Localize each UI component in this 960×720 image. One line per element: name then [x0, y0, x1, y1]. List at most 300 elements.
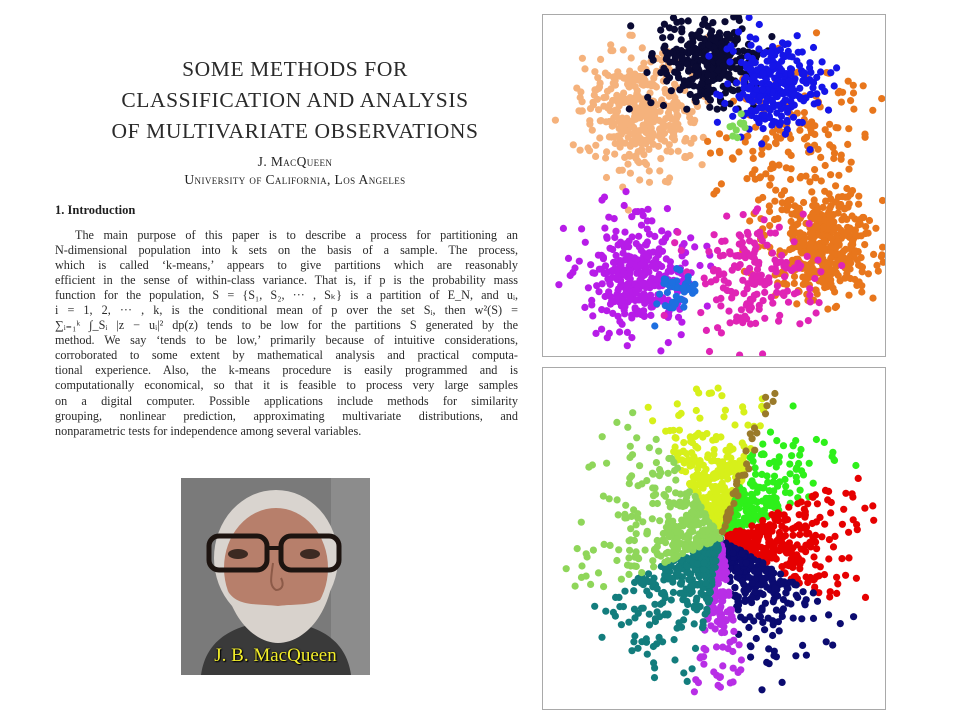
scatter-point [827, 234, 834, 241]
scatter-point [651, 547, 658, 554]
scatter-point [847, 97, 854, 104]
scatter-point [726, 443, 733, 450]
scatter-point [852, 247, 859, 254]
scatter-point [638, 247, 645, 254]
scatter-point [746, 217, 753, 224]
scatter-point [660, 238, 667, 245]
scatter-point [609, 310, 616, 317]
scatter-point [736, 641, 743, 648]
scatter-point [647, 312, 654, 319]
scatter-point [753, 483, 760, 490]
scatter-point [796, 85, 803, 92]
scatter-point [669, 304, 676, 311]
scatter-point [680, 448, 687, 455]
scatter-point [791, 290, 798, 297]
scatter-point [738, 306, 745, 313]
scatter-point [651, 282, 658, 289]
scatter-point [631, 632, 638, 639]
scatter-point [817, 68, 824, 75]
scatter-point [570, 141, 577, 148]
scatter-point [717, 588, 724, 595]
scatter-point [651, 664, 658, 671]
scatter-point [699, 510, 706, 517]
scatter-point [761, 216, 768, 223]
scatter-point [798, 615, 805, 622]
scatter-point [706, 104, 713, 111]
scatter-point [767, 429, 774, 436]
scatter-point [782, 131, 789, 138]
scatter-point [716, 498, 723, 505]
scatter-point [833, 198, 840, 205]
scatter-point [843, 185, 850, 192]
scatter-point [760, 450, 767, 457]
scatter-point [797, 173, 804, 180]
scatter-point [829, 449, 836, 456]
scatter-point [721, 100, 728, 107]
scatter-point [739, 319, 746, 326]
scatter-point [633, 104, 640, 111]
scatter-point [756, 21, 763, 28]
scatter-point [773, 260, 780, 267]
scatter-point [816, 299, 823, 306]
scatter-point [814, 500, 821, 507]
scatter-point [635, 482, 642, 489]
scatter-point [804, 269, 811, 276]
scatter-point [627, 443, 634, 450]
scatter-point [744, 285, 751, 292]
scatter-point [602, 262, 609, 269]
scatter-point [602, 94, 609, 101]
scatter-point [841, 229, 848, 236]
scatter-point [793, 57, 800, 64]
scatter-point [732, 289, 739, 296]
scatter-point [748, 304, 755, 311]
scatter-point [861, 131, 868, 138]
scatter-point [586, 121, 593, 128]
scatter-point [761, 626, 768, 633]
scatter-point [760, 484, 767, 491]
scatter-point [821, 188, 828, 195]
scatter-point [852, 462, 859, 469]
scatter-point [624, 161, 631, 168]
scatter-point [646, 444, 653, 451]
scatter-point [743, 559, 750, 566]
scatter-point [861, 505, 868, 512]
scatter-point [745, 96, 752, 103]
scatter-point [721, 629, 728, 636]
scatter-point [704, 138, 711, 145]
body-line: which is called ‘k-means,’ appears to give partitions which are reasonably [55, 258, 518, 273]
scatter-point [759, 86, 766, 93]
body-line: nonparametric tests for independence among several variables. [55, 423, 362, 438]
scatter-point [750, 458, 757, 465]
scatter-point [590, 547, 597, 554]
scatter-point [827, 69, 834, 76]
scatter-point [591, 92, 598, 99]
scatter-point [740, 211, 747, 218]
scatter-point [612, 107, 619, 114]
scatter-point [671, 239, 678, 246]
scatter-point [674, 400, 681, 407]
scatter-point [749, 580, 756, 587]
scatter-point [762, 410, 769, 417]
scatter-point [810, 44, 817, 51]
scatter-point [629, 233, 636, 240]
scatter-point [626, 105, 633, 112]
scatter-point [742, 74, 749, 81]
scatter-point [681, 154, 688, 161]
scatter-point [736, 231, 743, 238]
scatter-point [785, 562, 792, 569]
scatter-point [593, 282, 600, 289]
scatter-point [859, 214, 866, 221]
scatter-point [825, 131, 832, 138]
scatter-point [671, 636, 678, 643]
scatter-point [807, 69, 814, 76]
scatter-point [685, 456, 692, 463]
scatter-point [605, 288, 612, 295]
scatter-point [681, 297, 688, 304]
scatter-point [647, 99, 654, 106]
scatter-point [781, 41, 788, 48]
scatter-point [833, 64, 840, 71]
scatter-point [759, 517, 766, 524]
body-line: The main purpose of this paper is to describe a process for partitioning an [75, 228, 518, 242]
scatter-point [622, 188, 629, 195]
scatter-point [563, 565, 570, 572]
scatter-point [804, 263, 811, 270]
scatter-point [660, 102, 667, 109]
scatter-point [726, 639, 733, 646]
scatter-point [657, 347, 664, 354]
scatter-point [648, 113, 655, 120]
scatter-point [639, 44, 646, 51]
scatter-point [696, 92, 703, 99]
scatter-point [774, 483, 781, 490]
scatter-point [723, 213, 730, 220]
scatter-point [714, 106, 721, 113]
scatter-point [649, 484, 656, 491]
scatter-point [727, 679, 734, 686]
scatter-point [754, 230, 761, 237]
scatter-point [572, 583, 579, 590]
scatter-point [671, 115, 678, 122]
scatter-point [752, 588, 759, 595]
scatter-point [648, 217, 655, 224]
scatter-point [749, 280, 756, 287]
scatter-point [656, 517, 663, 524]
scatter-point [713, 491, 720, 498]
scatter-point [772, 139, 779, 146]
scatter-point [622, 502, 629, 509]
scatter-point [716, 605, 723, 612]
scatter-point [827, 509, 834, 516]
scatter-point [689, 665, 696, 672]
scatter-point [713, 643, 720, 650]
scatter-point [746, 15, 753, 21]
scatter-point [764, 58, 771, 65]
scatter-point [710, 668, 717, 675]
scatter-point [679, 54, 686, 61]
scatter-point [680, 284, 687, 291]
scatter-point [862, 223, 869, 230]
scatter-point [678, 25, 685, 32]
scatter-point [644, 206, 651, 213]
scatter-point [579, 98, 586, 105]
scatter-point [767, 500, 774, 507]
scatter-point [825, 611, 832, 618]
scatter-point [614, 496, 621, 503]
scatter-point [581, 304, 588, 311]
scatter-point [590, 101, 597, 108]
scatter-point [620, 46, 627, 53]
scatter-point [720, 564, 727, 571]
scatter-point [586, 147, 593, 154]
scatter-point [833, 574, 840, 581]
scatter-point [837, 277, 844, 284]
scatter-point [647, 292, 654, 299]
section-heading: 1. Introduction [55, 203, 136, 217]
scatter-point [692, 52, 699, 59]
scatter-point [736, 94, 743, 101]
scatter-point [682, 502, 689, 509]
scatter-point [578, 519, 585, 526]
scatter-point [794, 541, 801, 548]
scatter-point [718, 462, 725, 469]
scatter-point [603, 460, 610, 467]
scatter-point [813, 29, 820, 36]
scatter-point [761, 281, 768, 288]
scatter-point [786, 461, 793, 468]
scatter-point [818, 276, 825, 283]
scatter-point [729, 267, 736, 274]
scatter-point [829, 144, 836, 151]
scatter-point [799, 77, 806, 84]
scatter-point [851, 276, 858, 283]
scatter-point [845, 166, 852, 173]
scatter-point [698, 81, 705, 88]
scatter-point [719, 662, 726, 669]
scatter-point [637, 113, 644, 120]
scatter-point [712, 557, 719, 564]
scatter-point [833, 590, 840, 597]
scatter-point [796, 320, 803, 327]
scatter-point [848, 159, 855, 166]
scatter-point [716, 149, 723, 156]
scatter-point [671, 467, 678, 474]
scatter-point [739, 578, 746, 585]
scatter-point [702, 580, 709, 587]
scatter-point [821, 284, 828, 291]
scatter-point [793, 230, 800, 237]
scatter-point [747, 480, 754, 487]
scatter-point [806, 178, 813, 185]
scatter-point [832, 124, 839, 131]
scatter-point [608, 134, 615, 141]
scatter-point [574, 545, 581, 552]
scatter-point [727, 123, 734, 130]
scatter-point [809, 84, 816, 91]
scatter-point [575, 107, 582, 114]
scatter-point [725, 73, 732, 80]
scatter-point [653, 459, 660, 466]
scatter-point [611, 234, 618, 241]
scatter-point [753, 273, 760, 280]
scatter-point [648, 53, 655, 60]
scatter-point [633, 287, 640, 294]
scatter-point [717, 673, 724, 680]
scatter-point [585, 464, 592, 471]
scatter-point [732, 488, 739, 495]
scatter-point [816, 514, 823, 521]
scatter-point [850, 89, 857, 96]
scatter-point [696, 262, 703, 269]
scatter-point [618, 131, 625, 138]
scatter-point [800, 211, 807, 218]
scatter-point [759, 69, 766, 76]
scatter-point [717, 302, 724, 309]
scatter-point [675, 564, 682, 571]
scatter-point [743, 460, 750, 467]
scatter-point [791, 558, 798, 565]
scatter-point [730, 156, 737, 163]
scatter-point [625, 571, 632, 578]
scatter-point [810, 480, 817, 487]
scatter-point [750, 505, 757, 512]
scatter-point [678, 36, 685, 43]
scatter-point [812, 561, 819, 568]
scatter-plot-2 [543, 368, 885, 709]
scatter-point [799, 642, 806, 649]
scatter-point [733, 318, 740, 325]
scatter-point [730, 500, 737, 507]
scatter-point [703, 327, 710, 334]
scatter-point [827, 243, 834, 250]
scatter-point [709, 535, 716, 542]
scatter-point [696, 415, 703, 422]
scatter-point [751, 447, 758, 454]
scatter-point [715, 267, 722, 274]
scatter-point [681, 542, 688, 549]
scatter-point [577, 88, 584, 95]
scatter-point [706, 348, 713, 355]
scatter-point [621, 514, 628, 521]
scatter-point [678, 319, 685, 326]
scatter-point [731, 421, 738, 428]
scatter-point [855, 475, 862, 482]
scatter-point [705, 53, 712, 60]
scatter-point [700, 661, 707, 668]
scatter-point [773, 463, 780, 470]
scatter-point [759, 559, 766, 566]
scatter-point [724, 80, 731, 87]
scatter-point [628, 54, 635, 61]
body-line: efficient in the sense of within-class variance. That is, if p is the probability mass [55, 273, 518, 288]
scatter-point [755, 261, 762, 268]
scatter-point [763, 553, 770, 560]
scatter-point [821, 571, 828, 578]
scatter-point [638, 146, 645, 153]
scatter-point [709, 19, 716, 26]
scatter-point [637, 262, 644, 269]
scatter-point [719, 487, 726, 494]
scatter-point [774, 502, 781, 509]
scatter-point [817, 154, 824, 161]
scatter-point [633, 270, 640, 277]
scatter-point [603, 174, 610, 181]
scatter-point [869, 502, 876, 509]
scatter-point [779, 290, 786, 297]
scatter-point [755, 118, 762, 125]
scatter-point [646, 621, 653, 628]
scatter-point [770, 164, 777, 171]
scatter-point [744, 229, 751, 236]
scatter-point [782, 532, 789, 539]
scatter-point [753, 429, 760, 436]
scatter-point [730, 550, 737, 557]
scatter-point [758, 140, 765, 147]
scatter-point [759, 194, 766, 201]
scatter-point [578, 562, 585, 569]
scatter-point [788, 452, 795, 459]
scatter-point [722, 407, 729, 414]
scatter-point [773, 268, 780, 275]
scatter-point [670, 556, 677, 563]
scatter-point [819, 58, 826, 65]
scatter-point [635, 77, 642, 84]
scatter-point [850, 613, 857, 620]
scatter-point [823, 638, 830, 645]
scatter-point [666, 59, 673, 66]
scatter-point [633, 240, 640, 247]
scatter-point [595, 569, 602, 576]
scatter-point [743, 269, 750, 276]
scatter-point [617, 282, 624, 289]
scatter-point [657, 136, 664, 143]
scatter-point [747, 65, 754, 72]
scatter-point [751, 166, 758, 173]
scatter-point [628, 312, 635, 319]
scatter-point [807, 298, 814, 305]
scatter-point [791, 92, 798, 99]
scatter-point [644, 268, 651, 275]
author-block [65, 153, 525, 189]
scatter-point [652, 615, 659, 622]
scatter-point [838, 555, 845, 562]
scatter-point [720, 413, 727, 420]
scatter-point [683, 512, 690, 519]
photo-caption: J. B. MacQueen [214, 645, 337, 666]
scatter-point [671, 26, 678, 33]
scatter-point [666, 174, 673, 181]
scatter-point [870, 251, 877, 258]
scatter-point [716, 130, 723, 137]
scatter-point [768, 568, 775, 575]
scatter-point [695, 679, 702, 686]
scatter-point [787, 176, 794, 183]
scatter-point [596, 134, 603, 141]
scatter-point [771, 390, 778, 397]
scatter-point [638, 605, 645, 612]
scatter-point [625, 619, 632, 626]
scatter-point [626, 480, 633, 487]
scatter-point [667, 148, 674, 155]
scatter-point [793, 523, 800, 530]
scatter-point [788, 152, 795, 159]
scatter-point [745, 624, 752, 631]
scatter-point [576, 258, 583, 265]
scatter-point [793, 581, 800, 588]
